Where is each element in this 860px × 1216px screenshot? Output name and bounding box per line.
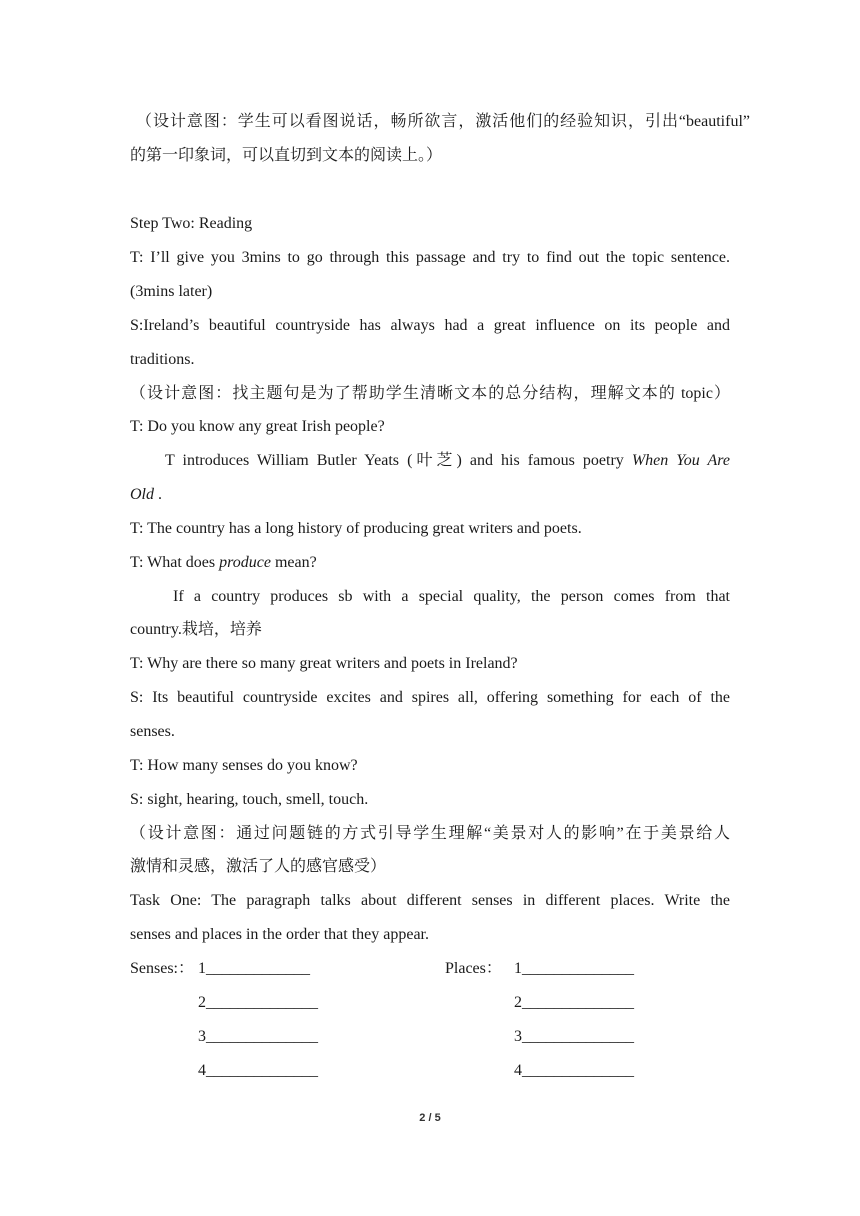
produce-definition-line2: country.栽培，培养 bbox=[130, 621, 262, 638]
teacher-line-why: T: Why are there so many great writers and poets in Ireland? bbox=[130, 655, 518, 672]
yeats-intro-text: T introduces William Butler Yeats (叶芝) and his famous poetry bbox=[165, 452, 632, 469]
senses-blank-4: 4______________ bbox=[198, 1062, 318, 1079]
task-one-line1: Task One: The paragraph talks about different senses in different places. Write the bbox=[130, 892, 730, 909]
student-senses-list: S: sight, hearing, touch, smell, touch. bbox=[130, 791, 369, 808]
produce-prefix: T: What does bbox=[130, 554, 220, 571]
time-note: (3mins later) bbox=[130, 283, 213, 300]
student-topic-line2: traditions. bbox=[130, 351, 195, 368]
places-blank-1: 1______________ bbox=[514, 960, 634, 977]
teacher-line-senses: T: How many senses do you know? bbox=[130, 757, 358, 774]
step-two-heading: Step Two: Reading bbox=[130, 215, 253, 232]
design-note-2: （设计意图：找主题句是为了帮助学生清晰文本的总分结构，理解文本的 topic） bbox=[130, 385, 730, 402]
teacher-line-produce bbox=[130, 553, 730, 573]
places-blank-4: 4______________ bbox=[514, 1062, 634, 1079]
poem-title-part2: Old bbox=[130, 486, 154, 503]
yeats-intro-end: . bbox=[154, 486, 162, 503]
task-one-line2: senses and places in the order that they appear. bbox=[130, 926, 429, 943]
senses-blank-1: 1_____________ bbox=[198, 960, 310, 977]
senses-blank-2: 2______________ bbox=[198, 994, 318, 1011]
design-note-3-line2: 激情和灵感，激活了人的感官感受） bbox=[130, 858, 387, 875]
poem-title-part1: When You Are bbox=[631, 452, 730, 469]
yeats-intro-line2 bbox=[130, 485, 730, 505]
senses-label: Senses:： bbox=[130, 960, 195, 977]
produce-word: produce bbox=[219, 554, 271, 571]
produce-suffix: mean? bbox=[270, 554, 317, 571]
student-topic-line1: S:Ireland’s beautiful countryside has always had a great influence on its people and bbox=[130, 317, 730, 334]
student-beautiful-line2: senses. bbox=[130, 723, 175, 740]
teacher-line-give-time: T: I’ll give you 3mins to go through this passage and try to find out the topic sentence. bbox=[130, 249, 730, 266]
student-beautiful-line1: S: Its beautiful countryside excites and spires all, offering something for each of the bbox=[130, 689, 730, 706]
produce-definition-line1: If a country produces sb with a special quality, the person comes from that bbox=[173, 588, 730, 605]
teacher-line-irish: T: Do you know any great Irish people? bbox=[130, 418, 385, 435]
places-blank-2: 2______________ bbox=[514, 994, 634, 1011]
teacher-line-country: T: The country has a long history of producing great writers and poets. bbox=[130, 520, 582, 537]
yeats-intro-line1 bbox=[165, 451, 730, 471]
places-blank-3: 3______________ bbox=[514, 1028, 634, 1045]
design-note-3-line1: （设计意图：通过问题链的方式引导学生理解“美景对人的影响”在于美景给人 bbox=[130, 825, 730, 842]
design-note-1-line1: （设计意图：学生可以看图说话，畅所欲言，激活他们的经验知识，引出“beautiful” bbox=[136, 113, 750, 130]
places-label: Places： bbox=[445, 960, 502, 977]
page-number: 2 / 5 bbox=[419, 1112, 441, 1124]
design-note-1-line2: 的第一印象词，可以直切到文本的阅读上。） bbox=[130, 147, 443, 164]
senses-blank-3: 3______________ bbox=[198, 1028, 318, 1045]
